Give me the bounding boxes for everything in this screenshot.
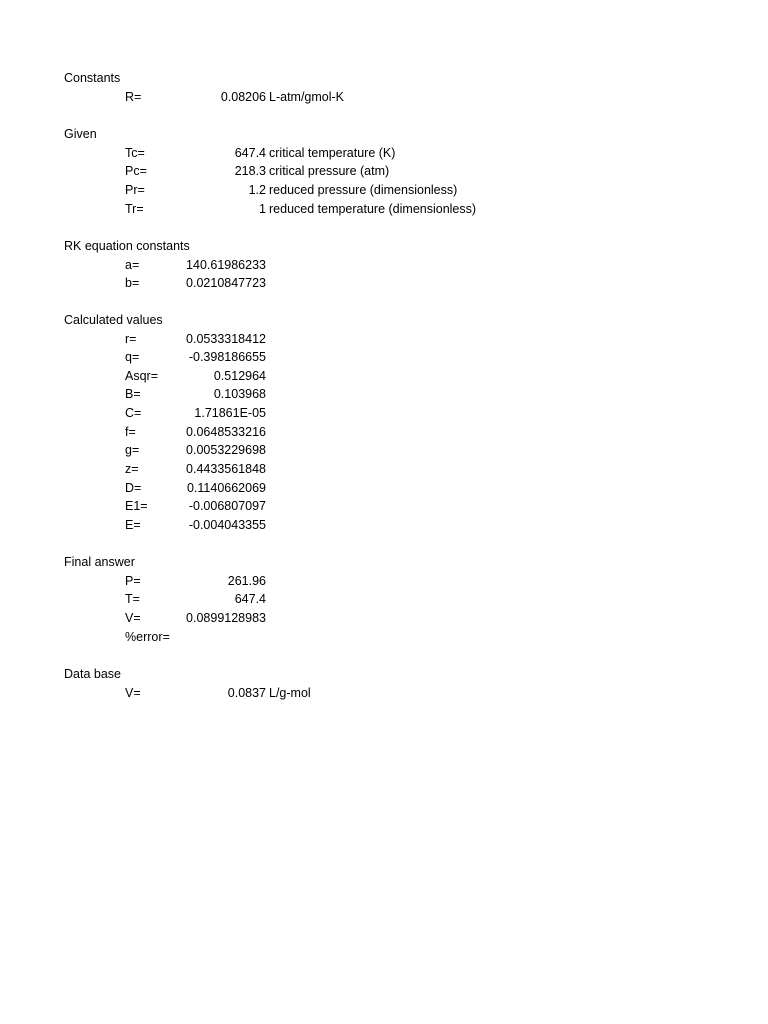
value-r-constant: 0.08206 bbox=[220, 90, 266, 104]
label-t: T= bbox=[125, 592, 140, 606]
value-e1: -0.006807097 bbox=[188, 499, 266, 513]
note-pr: reduced pressure (dimensionless) bbox=[269, 183, 458, 197]
constant-row-r bbox=[0, 88, 768, 106]
calc-row-r bbox=[0, 330, 768, 348]
value-database-v: 0.0837 bbox=[227, 686, 266, 700]
calc-row-g bbox=[0, 441, 768, 459]
value-c: 1.71861E-05 bbox=[194, 406, 266, 420]
label-q: q= bbox=[125, 350, 140, 364]
value-tc: 647.4 bbox=[234, 146, 266, 160]
value-b: 0.0210847723 bbox=[186, 276, 266, 290]
calc-row-d bbox=[0, 479, 768, 497]
label-r: r= bbox=[125, 332, 137, 346]
label-asqr: Asqr= bbox=[125, 369, 159, 383]
calc-row-c bbox=[0, 404, 768, 422]
value-pc: 218.3 bbox=[234, 164, 266, 178]
given-row-tr bbox=[0, 200, 768, 218]
given-row-pc bbox=[0, 162, 768, 180]
label-pc: Pc= bbox=[125, 164, 147, 178]
label-r-constant: R= bbox=[125, 90, 142, 104]
section-title-final-answer: Final answer bbox=[64, 555, 135, 569]
label-b-upper: B= bbox=[125, 387, 141, 401]
section-title-given: Given bbox=[64, 127, 97, 141]
given-row-tc bbox=[0, 144, 768, 162]
final-row-p bbox=[0, 572, 768, 590]
label-pr: Pr= bbox=[125, 183, 145, 197]
value-asqr: 0.512964 bbox=[213, 369, 266, 383]
value-z: 0.4433561848 bbox=[186, 462, 266, 476]
calc-row-f bbox=[0, 423, 768, 441]
note-tc: critical temperature (K) bbox=[269, 146, 396, 160]
section-title-database: Data base bbox=[64, 667, 121, 681]
value-v: 0.0899128983 bbox=[186, 611, 266, 625]
given-row-pr bbox=[0, 181, 768, 199]
final-row-t bbox=[0, 590, 768, 608]
value-f: 0.0648533216 bbox=[186, 425, 266, 439]
calc-row-z bbox=[0, 460, 768, 478]
rk-row-a bbox=[0, 256, 768, 274]
value-b-upper: 0.103968 bbox=[213, 387, 266, 401]
label-v: V= bbox=[125, 611, 141, 625]
value-p: 261.96 bbox=[227, 574, 266, 588]
label-tr: Tr= bbox=[125, 202, 144, 216]
calc-row-q bbox=[0, 348, 768, 366]
unit-r-constant: L-atm/gmol-K bbox=[269, 90, 345, 104]
value-e: -0.004043355 bbox=[188, 518, 266, 532]
value-q: -0.398186655 bbox=[188, 350, 266, 364]
unit-database-v: L/g-mol bbox=[269, 686, 311, 700]
section-title-calculated: Calculated values bbox=[64, 313, 163, 327]
value-g: 0.0053229698 bbox=[186, 443, 266, 457]
calc-row-asqr bbox=[0, 367, 768, 385]
label-e1: E1= bbox=[125, 499, 148, 513]
note-pc: critical pressure (atm) bbox=[269, 164, 390, 178]
final-row-error bbox=[0, 628, 768, 646]
label-database-v: V= bbox=[125, 686, 141, 700]
database-row-v bbox=[0, 684, 768, 702]
calc-row-e1 bbox=[0, 497, 768, 515]
section-title-constants: Constants bbox=[64, 71, 121, 85]
value-d: 0.1140662069 bbox=[186, 481, 266, 495]
label-tc: Tc= bbox=[125, 146, 145, 160]
label-f: f= bbox=[125, 425, 136, 439]
final-row-v bbox=[0, 609, 768, 627]
value-r: 0.0533318412 bbox=[186, 332, 266, 346]
value-tr: 1 bbox=[259, 202, 266, 216]
label-a: a= bbox=[125, 258, 140, 272]
section-title-rk-constants: RK equation constants bbox=[64, 239, 190, 253]
label-p: P= bbox=[125, 574, 141, 588]
calc-row-b-upper bbox=[0, 385, 768, 403]
label-d: D= bbox=[125, 481, 142, 495]
value-a: 140.61986233 bbox=[186, 258, 266, 272]
label-e: E= bbox=[125, 518, 141, 532]
calc-row-e bbox=[0, 516, 768, 534]
label-z: z= bbox=[125, 462, 139, 476]
value-t: 647.4 bbox=[234, 592, 266, 606]
note-tr: reduced temperature (dimensionless) bbox=[269, 202, 477, 216]
rk-row-b bbox=[0, 274, 768, 292]
label-g: g= bbox=[125, 443, 140, 457]
label-c: C= bbox=[125, 406, 142, 420]
label-b: b= bbox=[125, 276, 140, 290]
label-error: %error= bbox=[125, 630, 170, 644]
value-pr: 1.2 bbox=[248, 183, 266, 197]
